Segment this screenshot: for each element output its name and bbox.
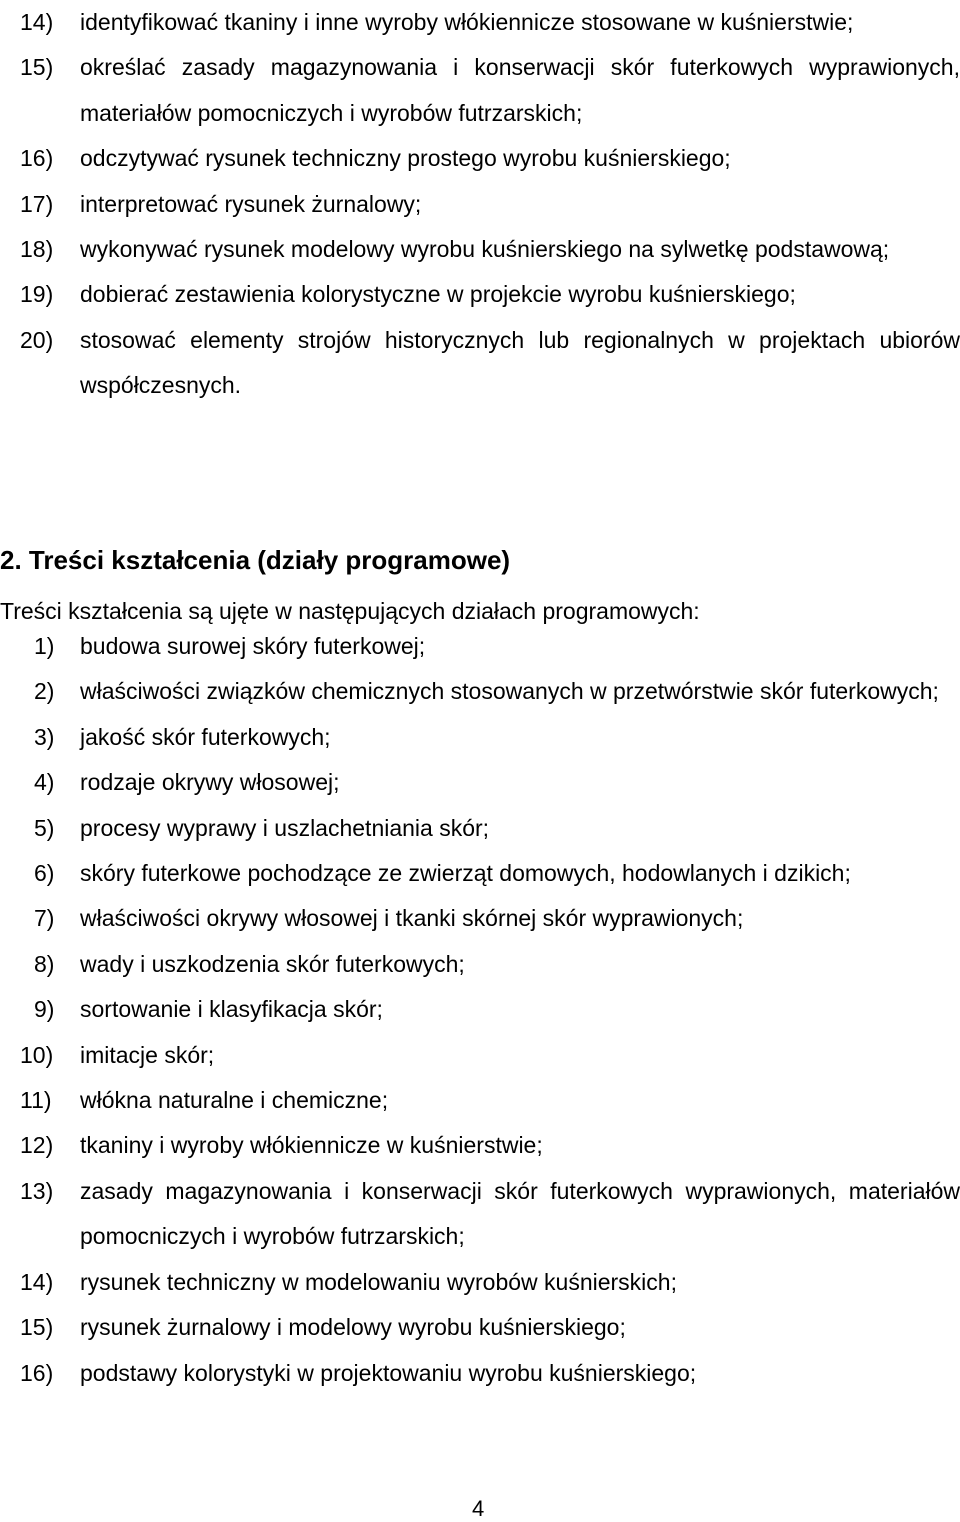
list-item [0,1078,960,1123]
list-item [0,1123,960,1168]
item-number: 20) [20,326,54,353]
item-text: określać zasady magazynowania i konserwacji skór futerkowych wyprawionych, materiałów pomocniczych i wyrobów futrzarskich; [80,54,960,126]
item-text: procesy wyprawy i uszlachetniania skór; [80,814,490,841]
list-item [0,760,960,805]
list-item [0,272,960,317]
item-number: 17) [20,190,54,217]
item-number: 12) [20,1132,54,1159]
list-item [0,182,960,227]
top-list [0,0,960,409]
list-item [0,942,960,987]
list-item [0,669,960,714]
list-item [0,1033,960,1078]
list-item [0,1169,960,1260]
item-number: 16) [20,1359,54,1386]
list-item [0,1260,960,1305]
item-number: 1) [34,633,55,659]
item-number: 14) [20,1268,54,1295]
item-text: rysunek żurnalowy i modelowy wyrobu kuśnierskiego; [80,1314,626,1341]
item-text: skóry futerkowe pochodzące ze zwierząt domowych, hodowlanych i dzikich; [80,860,851,887]
list-item [0,1305,960,1350]
item-text: rysunek techniczny w modelowaniu wyrobów kuśnierskich; [80,1268,677,1295]
item-text: interpretować rysunek żurnalowy; [80,190,422,217]
item-text: stosować elementy strojów historycznych lub regionalnych w projektach ubiorów współczesnych. [80,326,960,399]
item-text: tkaniny i wyroby włókiennicze w kuśnierstwie; [80,1132,543,1159]
list-item [0,1351,960,1396]
page-number-text: 4 [472,1496,485,1521]
list-item [0,987,960,1032]
item-number: 18) [20,236,54,263]
section-intro: Treści kształcenia są ujęte w następujących działach programowych: [0,598,700,624]
item-number: 4) [34,769,55,796]
item-text: imitacje skór; [80,1041,215,1068]
item-number: 13) [20,1177,54,1204]
content-list [0,624,960,1396]
list-item [0,0,960,45]
item-number: 5) [34,814,55,841]
item-text: odczytywać rysunek techniczny prostego wyrobu kuśnierskiego; [80,145,731,172]
item-text: wykonywać rysunek modelowy wyrobu kuśnierskiego na sylwetkę podstawową; [80,236,890,263]
item-number: 2) [34,678,55,705]
item-number: 19) [20,281,54,308]
item-number: 7) [34,905,55,932]
list-item [0,45,960,136]
list-item [0,624,960,669]
item-text: dobierać zestawienia kolorystyczne w projekcie wyrobu kuśnierskiego; [80,281,796,308]
list-item [0,227,960,272]
item-text: identyfikować tkaniny i inne wyroby włókiennicze stosowane w kuśnierstwie; [80,9,854,35]
list-item [0,896,960,941]
item-number: 11) [20,1087,52,1114]
item-number: 3) [34,723,55,750]
item-text: włókna naturalne i chemiczne; [80,1087,389,1114]
item-number: 10) [20,1041,54,1068]
list-item [0,851,960,896]
item-number: 15) [20,1314,54,1341]
list-item [0,806,960,851]
item-text: właściwości związków chemicznych stosowanych w przetwórstwie skór futerkowych; [80,678,939,705]
item-number: 6) [34,860,55,887]
item-text: jakość skór futerkowych; [80,723,331,750]
list-item [0,715,960,760]
item-text: zasady magazynowania i konserwacji skór futerkowych wyprawionych, materiałów pomocniczych i wyrobów futrzarskich; [80,1177,960,1250]
item-text: sortowanie i klasyfikacja skór; [80,996,383,1023]
item-text: wady i uszkodzenia skór futerkowych; [80,950,465,977]
list-item [0,136,960,181]
item-number: 9) [34,996,55,1023]
item-text: budowa surowej skóry futerkowej; [80,633,426,659]
item-number: 15) [20,54,54,81]
section-heading: 2. Treści kształcenia (działy programowe) [0,545,511,575]
item-number: 8) [34,950,55,977]
item-text: podstawy kolorystyki w projektowaniu wyrobu kuśnierskiego; [80,1359,697,1386]
item-text: rodzaje okrywy włosowej; [80,769,340,796]
item-number: 16) [20,145,54,172]
list-item [0,318,960,409]
item-text: właściwości okrywy włosowej i tkanki skórnej skór wyprawionych; [80,905,744,932]
item-number: 14) [20,9,54,35]
